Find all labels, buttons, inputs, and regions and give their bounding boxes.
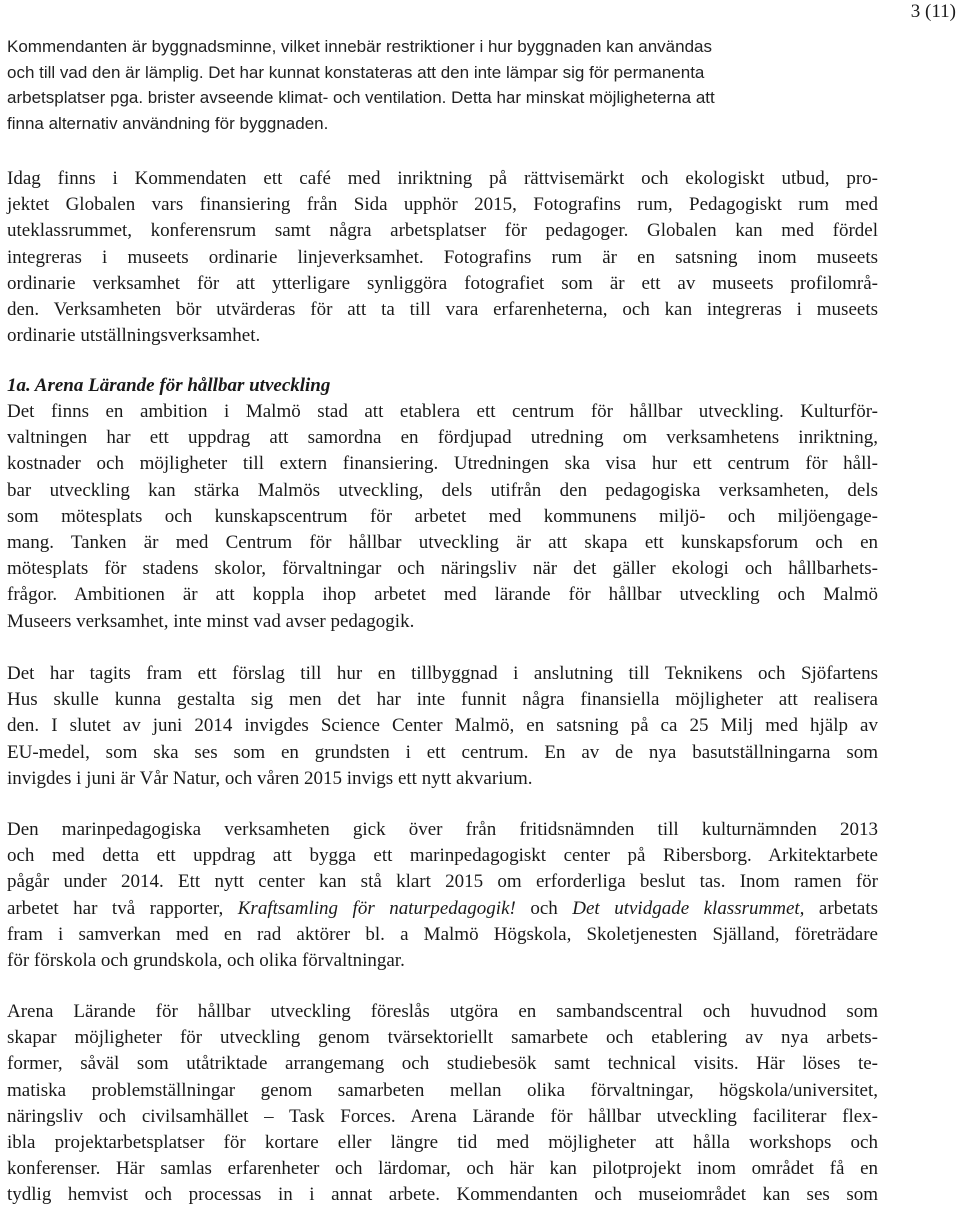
text-line: valtningen har ett uppdrag att samordna en fördjupad utredning om verksamhetens inriktning,: [7, 427, 878, 449]
text-line: [7, 896, 878, 922]
text-segment: arbetet har två rapporter,: [7, 897, 238, 919]
text-line: fram i samverkan med en rad aktörer bl. a Malmö Högskola, Skoletjenesten Själland, företrädare: [7, 923, 878, 945]
text-line: tydlig hemvist och processas in i annat arbete. Kommendanten och museiområdet kan ses som: [7, 1184, 878, 1206]
text-line: och med detta ett uppdrag att bygga ett marinpedagogiskt center på Ribersborg. Arkitektarbete: [7, 845, 878, 867]
text-line: mang. Tanken är med Centrum för hållbar utveckling är att skapa ett kunskapsforum och en: [7, 532, 878, 554]
text-line: Museers verksamhet, inte minst vad avser pedagogik.: [7, 610, 415, 632]
text-line: bar utveckling kan stärka Malmös utveckling, dels utifrån den pedagogiska verksamheten, dels: [7, 479, 878, 501]
text-line: Det har tagits fram ett förslag till hur en tillbyggnad i anslutning till Teknikens och Sjöfartens: [7, 663, 878, 684]
paragraph: [7, 661, 878, 792]
text-line: kostnader och möjligheter till extern finansiering. Utredningen ska visa hur ett centrum för håll-: [7, 453, 878, 475]
text-line: Idag finns i Kommendaten ett café med inriktning på rättvisemärkt och ekologiskt utbud, pro-: [7, 168, 878, 189]
text-line: integreras i museets ordinarie linjeverksamhet. Fotografins rum är en satsning inom museets: [7, 246, 878, 268]
paragraph: [7, 817, 878, 974]
text-line: som mötesplats och kunskapscentrum för arbetet med kommunens miljö- och miljöengage-: [7, 505, 878, 527]
text-line: finna alternativ användning för byggnaden.: [7, 114, 329, 134]
italic-title: Kraftsamling för naturpedagogik!: [237, 897, 516, 919]
text-line: och till vad den är lämplig. Det har kunnat konstateras att den inte lämpar sig för permanenta: [7, 62, 705, 82]
text-line: jektet Globalen vars finansiering från Sida upphör 2015, Fotografins rum, Pedagogiskt rum med: [7, 194, 878, 216]
text-line: mötesplats för stadens skolor, förvaltningar och näringsliv när det gäller ekologi och hållbarhets-: [7, 558, 878, 580]
paragraph: [7, 166, 878, 349]
text-segment: och: [515, 897, 573, 919]
text-line: ordinarie utställningsverksamhet.: [7, 325, 261, 347]
text-line: den. Verksamheten bör utvärderas för att ta till vara erfarenheterna, och kan integreras i museets: [7, 299, 878, 321]
text-line: Hus skulle kunna gestalta sig men det har inte funnit några finansiella möjligheter att realisera: [7, 689, 878, 711]
text-line: den. I slutet av juni 2014 invigdes Science Center Malmö, en satsning på ca 25 Milj med hjälp av: [7, 715, 878, 737]
text-line: näringsliv och civilsamhället – Task Forces. Arena Lärande för hållbar utveckling faciliterar flex-: [7, 1105, 878, 1127]
text-line: uteklassrummet, konferensrum samt några arbetsplatser för pedagoger. Globalen kan med fördel: [7, 220, 878, 242]
text-line: Det finns en ambition i Malmö stad att etablera ett centrum för hållbar utveckling. Kulturför-: [7, 401, 878, 422]
text-line: frågor. Ambitionen är att koppla ihop arbetet med lärande för hållbar utveckling och Malmö: [7, 584, 878, 606]
text-line: EU-medel, som ska ses som en grundsten i ett centrum. En av de nya basutställningarna som: [7, 741, 878, 763]
text-line: Kommendanten är byggnadsminne, vilket innebär restriktioner i hur byggnaden kan användas: [7, 37, 712, 56]
text-segment: arbetats: [804, 897, 879, 919]
text-line: konferenser. Här samlas erfarenheter och lärdomar, och här kan pilotprojekt inom området få en: [7, 1158, 878, 1180]
text-line: arbetsplatser pga. brister avseende klimat- och ventilation. Detta har minskat möjligheterna att: [7, 88, 715, 108]
section-heading: 1a. Arena Lärande för hållbar utveckling: [7, 375, 331, 396]
paragraph: [7, 34, 878, 137]
text-line: Den marinpedagogiska verksamheten gick över från fritidsnämnden till kulturnämnden 2013: [7, 819, 878, 840]
text-line: former, såväl som utåtriktade arrangemang och studiebesök samt technical visits. Här löses te-: [7, 1053, 878, 1075]
text-line: ibla projektarbetsplatser för kortare eller längre tid med möjligheter att hålla workshops och: [7, 1132, 878, 1154]
text-line: Arena Lärande för hållbar utveckling föreslås utgöra en sambandscentral och huvudnod som: [7, 1001, 878, 1022]
text-line: pågår under 2014. Ett nytt center kan stå klart 2015 om erforderliga beslut tas. Inom ramen för: [7, 871, 878, 893]
text-line: för förskola och grundskola, och olika förvaltningar.: [7, 950, 405, 972]
text-line: ordinarie verksamhet för att ytterligare synliggöra fotografiet som är ett av museets profilområ-: [7, 272, 878, 294]
page-number: 3 (11): [910, 1, 956, 22]
paragraph: [7, 999, 878, 1209]
text-line: matiska problemställningar genom samarbeten mellan olika förvaltningar, högskola/universitet,: [7, 1079, 878, 1101]
text-line: skapar möjligheter för utveckling genom tvärsektoriellt samarbete och etablering av nya arbets-: [7, 1027, 878, 1049]
italic-title: Det utvidgade klassrummet,: [572, 897, 805, 919]
text-line: invigdes i juni är Vår Natur, och våren 2015 invigs ett nytt akvarium.: [7, 767, 533, 789]
paragraph: [7, 399, 878, 635]
